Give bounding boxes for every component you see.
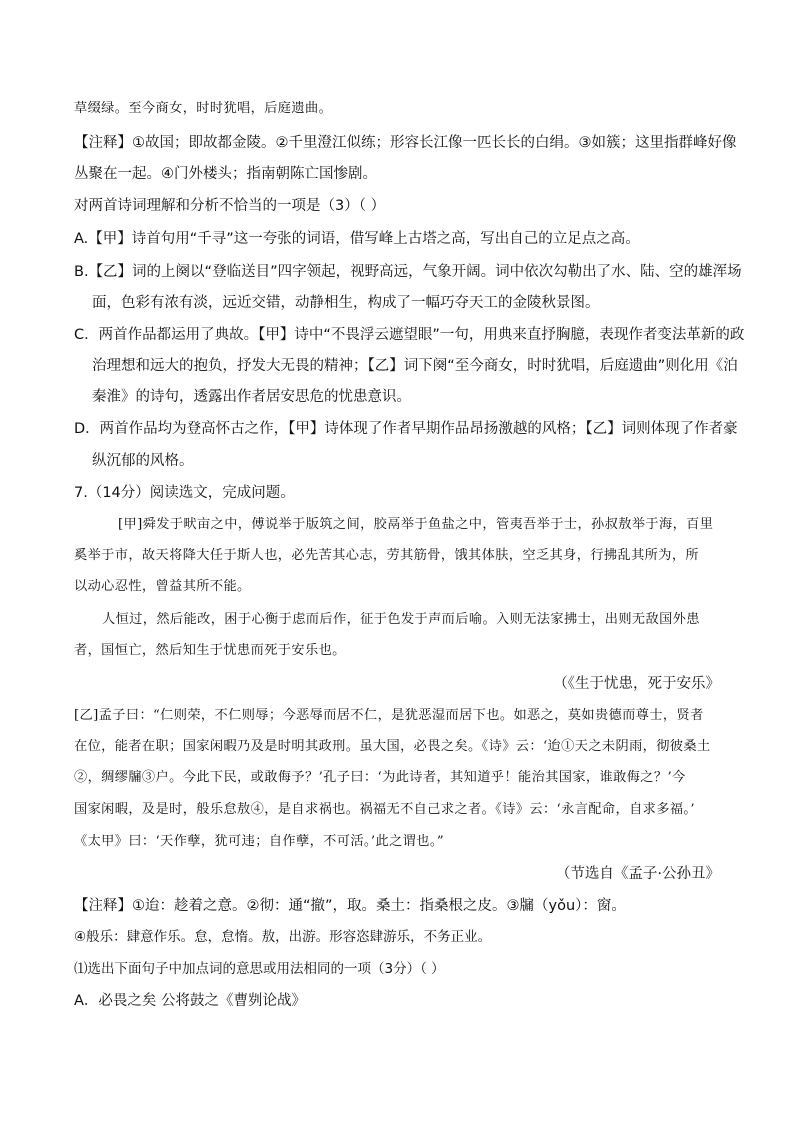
passage-yi-line-3: ②，绸缪牖③户。今此下民，或敢侮予？’孔子曰：‘为此诗者，其知道乎！能治其国家，谁敢侮之？’今 <box>74 770 686 785</box>
option-b-line-1: B.【乙】词的上阕以“登临送目”四字领起，视野高远，气象开阔。词中依次勾勒出了水、陆、空的雄浑场 <box>74 264 742 280</box>
option-c-line-1: C．两首作品都运用了典故。【甲】诗中“不畏浮云遮望眼”一句，用典来直抒胸臆，表现作者变法革新的政 <box>74 327 745 343</box>
poem-ending-line: 草缀绿。至今商女，时时犹唱，后庭遗曲。 <box>74 101 333 116</box>
passage-yi-line-4: 国家闲暇，及是时，般乐怠敖④，是自求祸也。祸福无不自己求之者。《诗》云：‘永言配命，自求多福。’ <box>74 802 696 817</box>
passage-jia-source: （《生于忧患，死于安乐》 <box>553 676 720 692</box>
passage-jia-line-2: 奚举于市，故天将降大任于斯人也，必先苦其心志，劳其筋骨，饿其体肤，空乏其身，行拂乱其所为，所 <box>74 548 700 563</box>
passage-jia-line-4: 人恒过，然后能改，困于心衡于虑而后作，征于色发于声而后喻。入则无法家拂士，出则无敌国外患 <box>102 612 700 627</box>
passage-yi-line-2: 在位，能者在职；国家闲暇乃及是时明其政刑。虽大国，必畏之矣。《诗》云：‘迨①天之未阴雨，彻彼桑土 <box>74 739 711 754</box>
annotation-line-1: 【注释】①故国；即故都金陵。②千里澄江似练；形容长江像一匹长长的白绢。③如簇；这里指群峰好像 <box>74 135 737 151</box>
passage-jia-line-1: [甲]舜发于畎亩之中，傅说举于版筑之间，胶鬲举于鱼盐之中，管夷吾举于士，孙叔敖举于海，百里 <box>118 517 714 532</box>
subquestion-1: ⑴选出下面句子中加点词的意思或用法相同的一项（3分）（ ） <box>74 961 445 977</box>
subquestion-1-option-a: A．必畏之矣 公将鼓之《曹刿论战》 <box>74 993 307 1009</box>
option-c-line-3: 秦淮》的诗句，透露出作者居安思危的忧患意识。 <box>92 389 411 405</box>
option-d-line-2: 纵沉郁的风格。 <box>92 453 194 469</box>
notes-line-2: ④般乐：肆意作乐。怠，怠惰。敖，出游。形容恣肆游乐，不务正业。 <box>74 929 492 945</box>
passage-jia-line-3: 以动心忍性，曾益其所不能。 <box>74 579 251 594</box>
option-c-line-2: 治理想和远大的抱负，抒发大无畏的精神；【乙】词下阕“至今商女，时时犹唱，后庭遗曲”则化用《泊 <box>92 358 738 374</box>
option-a: A.【甲】诗首句用“千寻”这一夸张的词语，借写峰上古塔之高，写出自己的立足点之高。 <box>74 231 640 247</box>
passage-yi-line-5: 《太甲》曰：‘天作孽，犹可违；自作孽，不可活。’此之谓也。” <box>74 834 444 849</box>
notes-line-1: 【注释】①迨：趁着之意。②彻：通“撤”，取。桑土：指桑根之皮。③牖（yǒu）：窗。 <box>74 898 626 914</box>
option-d-line-1: D．两首作品均为登高怀古之作，【甲】诗体现了作者早期作品昂扬激越的风格；【乙】词则体现了作者豪 <box>74 421 738 437</box>
passage-yi-line-1: [乙]孟子曰：“仁则荣，不仁则辱；今恶辱而居不仁，是犹恶湿而居下也。如恶之，莫如贵德而尊士，贤者 <box>74 708 704 723</box>
question-stem: 对两首诗词理解和分析不恰当的一项是（3）（ ） <box>74 198 386 214</box>
passage-yi-source: （节选自《孟子·公孙丑》 <box>555 866 720 882</box>
question-7-title: 7.（14分）阅读选文，完成问题。 <box>74 485 295 501</box>
annotation-line-2: 丛聚在一起。④门外楼头；指南朝陈亡国惨剧。 <box>74 166 377 182</box>
option-b-line-2: 面，色彩有浓有淡，远近交错，动静相生，构成了一幅巧夺天工的金陵秋景图。 <box>92 295 600 311</box>
passage-jia-line-5: 者，国恒亡，然后知生于忧患而死于安乐也。 <box>74 643 346 658</box>
